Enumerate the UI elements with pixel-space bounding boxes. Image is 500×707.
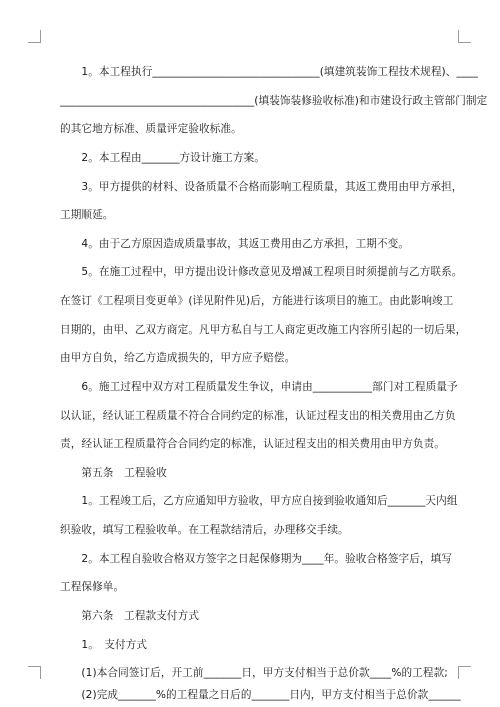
text-line: 工程保修单。	[60, 581, 125, 593]
text-line: 6。施工过程中双方对工程质量发生争议，申请由___________部门对工程质量予	[60, 381, 458, 393]
crop-mark-bottom-left	[28, 666, 41, 679]
text-line: 的其它地方标准、质量评定验收标准。	[60, 123, 242, 135]
text-line: 1。工程竣工后，乙方应通知甲方验收，甲方应自接到验收通知后_______天内组	[60, 495, 458, 507]
text-line: ____________________________________(填装饰装修验收标准)和市建设行政主管部门制定	[60, 95, 488, 107]
text-line: 1。 支付方式	[60, 639, 148, 651]
text-line: 1。本工程执行_______________________________(填建筑装饰工程技术规程)、____	[60, 66, 479, 78]
text-line: 以认证，经认证工程质量不符合合同约定的标准，认证过程支出的相关费用由乙方负	[60, 410, 456, 422]
text-line: (1)本合同签订后，开工前_______日，甲方支付相当于总价款____%的工程款;	[60, 667, 448, 679]
text-line: 织验收，填写工程验收单。在工程款结清后，办理移交手续。	[60, 524, 349, 536]
text-line: 责，经认证工程质量符合合同约定的标准，认证过程支出的相关费用由甲方负责。	[60, 438, 445, 450]
text-line: 4。由于乙方原因造成质量事故，其返工费用由乙方承担，工期不变。	[60, 238, 410, 250]
crop-mark-top-right	[458, 30, 471, 43]
text-line: 日期的，由甲、乙双方商定。凡甲方私自与工人商定更改施工内容所引起的一切后果，	[60, 324, 467, 336]
crop-mark-top-left	[28, 30, 41, 43]
text-line: 工期顺延。	[60, 209, 114, 221]
section-heading: 第五条 工程验收	[60, 467, 167, 479]
text-line: 2。本工程由_______方设计施工方案。	[60, 152, 266, 164]
section-heading: 第六条 工程款支付方式	[60, 610, 200, 622]
text-line: 由甲方自负，给乙方造成损失的，甲方应予赔偿。	[60, 352, 296, 364]
text-line: (2)完成_______%的工程量之日后的_______日内，甲方支付相当于总价款______	[60, 689, 461, 701]
text-line: 在签订《工程项目变更单》(详见附件见)后，方能进行该项目的施工。由此影响竣工	[60, 295, 454, 307]
text-line: 3。甲方提供的材料、设备质量不合格而影响工程质量，其返工费用由甲方承担，	[60, 181, 463, 193]
crop-mark-bottom-right	[458, 666, 471, 679]
text-line: 5。在施工过程中，甲方提出设计修改意见及增减工程项目时须提前与乙方联系。	[60, 266, 463, 278]
text-line: 2。本工程自验收合格双方签字之日起保修期为____年。验收合格签字后，填写	[60, 553, 453, 565]
